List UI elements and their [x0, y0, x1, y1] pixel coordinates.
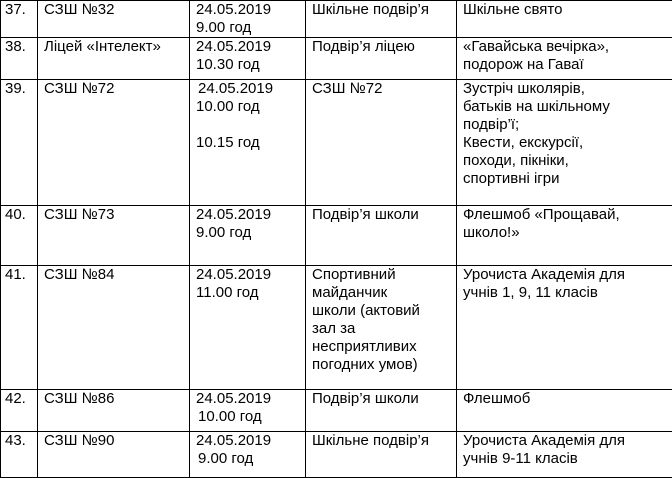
row-number: 42. — [1, 390, 38, 432]
event-name: Зустріч школярів, батьків на шкільному подвір’ї; Квести, екскурсії, походи, пікніки, спортивні ігри — [457, 80, 672, 206]
venue: Шкільне подвір’я — [306, 432, 457, 478]
school-name: СЗШ №90 — [38, 432, 190, 478]
table-row — [1, 1, 672, 38]
event-name: Урочиста Академія для учнів 9-11 класів — [457, 432, 672, 478]
date-time: 24.05.2019 9.00 год — [190, 1, 306, 38]
event-name: Флешмоб — [457, 390, 672, 432]
row-number: 38. — [1, 38, 38, 80]
date-time: 24.05.2019 10.00 год 10.15 год — [190, 80, 306, 206]
school-name: СЗШ №84 — [38, 266, 190, 390]
date-time: 24.05.2019 10.30 год — [190, 38, 306, 80]
date-time: 24.05.2019 9.00 год — [190, 206, 306, 266]
table-row — [1, 432, 672, 478]
school-name: СЗШ №32 — [38, 1, 190, 38]
venue: Подвір’я школи — [306, 390, 457, 432]
table-row — [1, 206, 672, 266]
venue: Спортивний майданчик школи (актовий зал за несприятливих погодних умов) — [306, 266, 457, 390]
venue: СЗШ №72 — [306, 80, 457, 206]
event-name: Шкільне свято — [457, 1, 672, 38]
row-number: 37. — [1, 1, 38, 38]
venue: Подвір’я ліцею — [306, 38, 457, 80]
table-row — [1, 80, 672, 206]
date-time: 24.05.2019 10.00 год — [190, 390, 306, 432]
school-name: СЗШ №86 — [38, 390, 190, 432]
row-number: 41. — [1, 266, 38, 390]
venue: Подвір’я школи — [306, 206, 457, 266]
table-row — [1, 390, 672, 432]
venue: Шкільне подвір’я — [306, 1, 457, 38]
school-name: СЗШ №73 — [38, 206, 190, 266]
date-time: 24.05.2019 9.00 год — [190, 432, 306, 478]
school-name: СЗШ №72 — [38, 80, 190, 206]
event-name: «Гавайська вечірка», подорож на Гаваї — [457, 38, 672, 80]
event-name: Урочиста Академія для учнів 1, 9, 11 класів — [457, 266, 672, 390]
row-number: 39. — [1, 80, 38, 206]
date-time: 24.05.2019 11.00 год — [190, 266, 306, 390]
event-name: Флешмоб «Прощавай, школо!» — [457, 206, 672, 266]
table-row — [1, 38, 672, 80]
school-name: Ліцей «Інтелект» — [38, 38, 190, 80]
table-row — [1, 266, 672, 390]
row-number: 43. — [1, 432, 38, 478]
row-number: 40. — [1, 206, 38, 266]
